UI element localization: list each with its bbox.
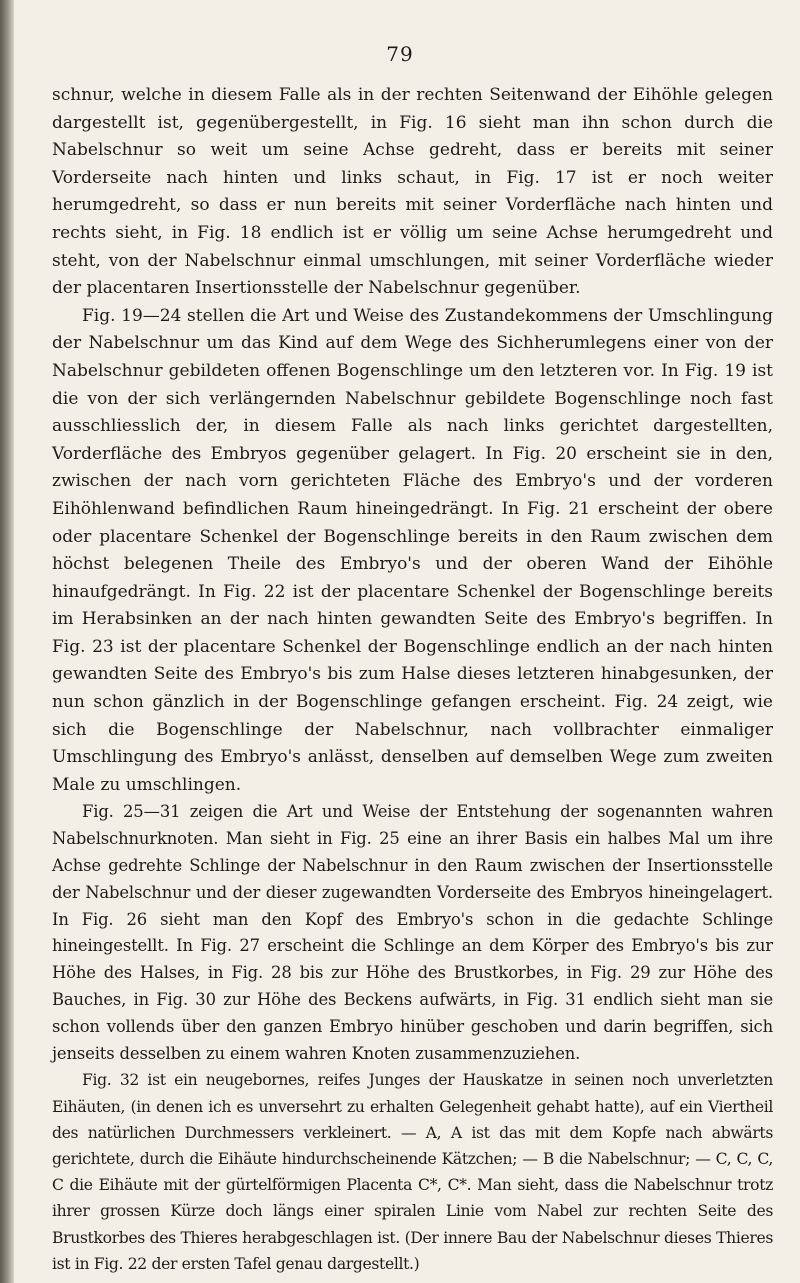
paragraph-1: schnur, welche in diesem Falle als in der rechten Seitenwand der Eihöhle gelegen dargestellt ist, gegenübergestellt, in Fig. 16 sieht man ihn schon durch die Nabelschnur so weit um seine Achse gedreht, dass er bereits mit seiner Vorderseite nach hinten und links schaut, in Fig. 17 ist er noch weiter herumgedreht, so dass er nun bereits mit seiner Vorderfläche nach hinten und rechts sieht, in Fig. 18 endlich ist er völlig um seine Achse herumgedreht und steht, von der Nabelschnur einmal umschlungen, mit seiner Vorderfläche wieder der placentaren Insertionsstelle der Nabelschnur gegenüber. [52,85,773,299]
body-text [52,82,773,1277]
paragraph-3: Fig. 25—31 zeigen die Art und Weise der Entstehung der sogenannten wahren Nabelschnurknoten. Man sieht in Fig. 25 eine an ihrer Basis ein halbes Mal um ihre Achse gedrehte Schlinge der Nabelschnur in den Raum zwischen der Insertionsstelle der Nabelschnur und der dieser zugewandten Vorderseite des Embryos hineingelagert. In Fig. 26 sieht man den Kopf des Embryo's schon in die gedachte Schlinge hineingestellt. In Fig. 27 erscheint die Schlinge an dem Körper des Embryo's bis zur Höhe des Halses, in Fig. 28 bis zur Höhe des Brustkorbes, in Fig. 29 zur Höhe des Bauches, in Fig. 30 zur Höhe des Beckens aufwärts, in Fig. 31 endlich sieht man sie schon vollends über den ganzen Embryo hinüber geschoben und darin begriffen, sich jenseits desselben zu einem wahren Knoten zusammenzuziehen. [52,802,773,1063]
page-number: 79 [386,42,414,66]
paragraph-4: Fig. 32 ist ein neugebornes, reifes Junges der Hauskatze in seinen noch unverletzten Eihäuten, (in denen ich es unversehrt zu erhalten Gelegenheit gehabt hatte), auf ein Viertheil des natürlichen Durchmessers verkleinert. — A, A ist das mit dem Kopfe nach abwärts gerichtete, durch die Eihäute hindurchscheinende Kätzchen; — B die Nabelschnur; — C, C, C, C die Eihäute mit der gürtelförmigen Placenta C*, C*. Man sieht, dass die Nabelschnur trotz ihrer grossen Kürze doch längs einer spiralen Linie vom Nabel zur rechten Seite des Brustkorbes des Thieres herabgeschlagen ist. (Der innere Bau der Nabelschnur dieses Thieres ist in Fig. 22 der ersten Tafel genau dargestellt.) [52,1071,773,1273]
paragraph-2: Fig. 19—24 stellen die Art und Weise des Zustandekommens der Umschlingung der Nabelschnur um das Kind auf dem Wege des Sichherumlegens einer von der Nabelschnur gebildeten offenen Bogenschlinge um den letzteren vor. In Fig. 19 ist die von der sich verlängernden Nabelschnur gebildete Bogenschlinge noch fast ausschliesslich der, in diesem Falle als nach links gerichtet dargestellten, Vorderfläche des Embryos gegenüber gelagert. In Fig. 20 erscheint sie in den, zwischen der nach vorn gerichteten Fläche des Embryo's und der vorderen Eihöhlenwand befindlichen Raum hineingedrängt. In Fig. 21 erscheint der obere oder placentare Schenkel der Bogenschlinge bereits in den Raum zwischen dem höchst belegenen Theile des Embryo's und der oberen Wand der Eihöhle hinaufgedrängt. In Fig. 22 ist der placentare Schenkel der Bogenschlinge bereits im Herabsinken an der nach hinten gewandten Seite des Embryo's begriffen. In Fig. 23 ist der placentare Schenkel der Bogenschlinge endlich an der nach hinten gewandten Seite des Embryo's bis zum Halse dieses letzteren hinabgesunken, der nun schon gänzlich in der Bogenschlinge gefangen erscheint. Fig. 24 zeigt, wie sich die Bogenschlinge der Nabelschnur, nach vollbrachter einmaliger Umschlingung des Embryo's anlässt, denselben auf demselben Wege zum zweiten Male zu umschlingen. [52,305,773,795]
page-binding-shadow [0,0,14,1283]
